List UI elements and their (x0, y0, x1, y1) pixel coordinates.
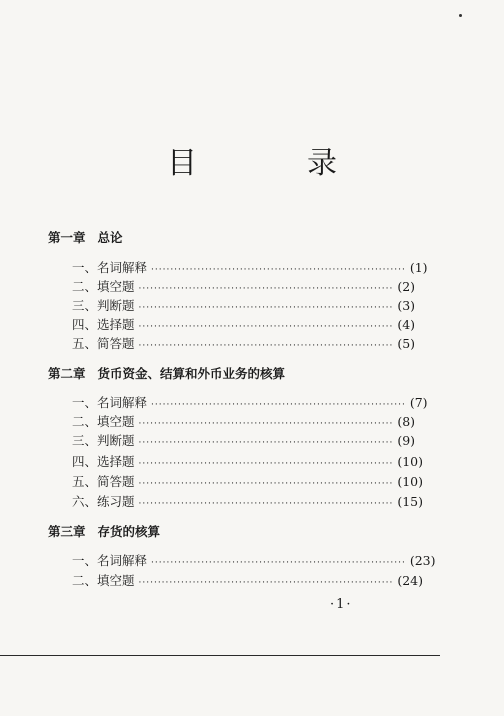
scan-speck (459, 14, 462, 17)
leader-dots: ·································································· (138, 578, 394, 588)
entry-page: (9) (397, 433, 416, 448)
entry-page: (2) (397, 279, 416, 294)
entry-label: 三、判断题 (72, 298, 135, 313)
toc-entry[interactable] (72, 296, 416, 314)
leader-dots: ·································································· (151, 558, 406, 568)
leader-dots: ·································································· (151, 265, 406, 275)
toc-entry[interactable] (72, 571, 424, 589)
toc-entry[interactable] (72, 315, 416, 333)
leader-dots: ·································································· (138, 303, 394, 313)
entry-label: 一、名词解释 (72, 260, 148, 275)
entry-label: 六、练习题 (72, 494, 135, 509)
page-title: 目 录 (167, 146, 377, 181)
entry-label: 一、名词解释 (72, 553, 148, 568)
toc-entry[interactable] (72, 393, 428, 411)
leader-dots: ·································································· (138, 459, 394, 469)
toc-entry[interactable] (72, 334, 416, 352)
entry-label: 四、选择题 (72, 454, 135, 469)
toc-entry[interactable] (72, 472, 424, 490)
entry-page: (23) (409, 553, 436, 568)
leader-dots: ·································································· (138, 284, 394, 294)
entry-label: 一、名词解释 (72, 395, 148, 410)
toc-entry[interactable] (72, 431, 416, 449)
entry-page: (4) (397, 317, 416, 332)
entry-label: 五、简答题 (72, 474, 135, 489)
entry-page: (15) (397, 494, 424, 509)
entry-page: (7) (409, 395, 428, 410)
entry-page: (1) (409, 260, 428, 275)
chapter-heading (48, 228, 123, 246)
chapter-heading (48, 522, 160, 540)
toc-entry[interactable] (72, 551, 436, 569)
entry-label: 四、选择题 (72, 317, 135, 332)
bottom-rule (0, 655, 440, 656)
entry-page: (10) (397, 474, 424, 489)
toc-entry[interactable] (72, 492, 424, 510)
entry-page: (24) (397, 573, 424, 588)
entry-label: 二、填空题 (72, 573, 135, 588)
leader-dots: ·································································· (138, 479, 394, 489)
leader-dots: ·································································· (138, 322, 394, 332)
leader-dots: ·································································· (138, 419, 394, 429)
toc-entry[interactable] (72, 277, 416, 295)
leader-dots: ·································································· (138, 438, 394, 448)
chapter-title: 货币资金、结算和外币业务的核算 (97, 366, 286, 381)
chapter-heading (48, 364, 285, 382)
entry-label: 二、填空题 (72, 279, 135, 294)
leader-dots: ·································································· (151, 400, 406, 410)
entry-page: (10) (397, 454, 424, 469)
entry-label: 二、填空题 (72, 414, 135, 429)
chapter-number: 第二章 (48, 366, 86, 381)
chapter-title: 总论 (97, 230, 123, 245)
entry-page: (8) (397, 414, 416, 429)
entry-label: 三、判断题 (72, 433, 135, 448)
leader-dots: ·································································· (138, 499, 394, 509)
chapter-number: 第三章 (48, 524, 86, 539)
toc-entry[interactable] (72, 258, 428, 276)
leader-dots: ·································································· (138, 341, 394, 351)
entry-label: 五、简答题 (72, 336, 135, 351)
entry-page: (5) (397, 336, 416, 351)
page-number: ·1· (330, 597, 353, 612)
toc-entry[interactable] (72, 412, 416, 430)
toc-entry[interactable] (72, 452, 424, 470)
chapter-title: 存货的核算 (97, 524, 161, 539)
entry-page: (3) (397, 298, 416, 313)
chapter-number: 第一章 (48, 230, 86, 245)
